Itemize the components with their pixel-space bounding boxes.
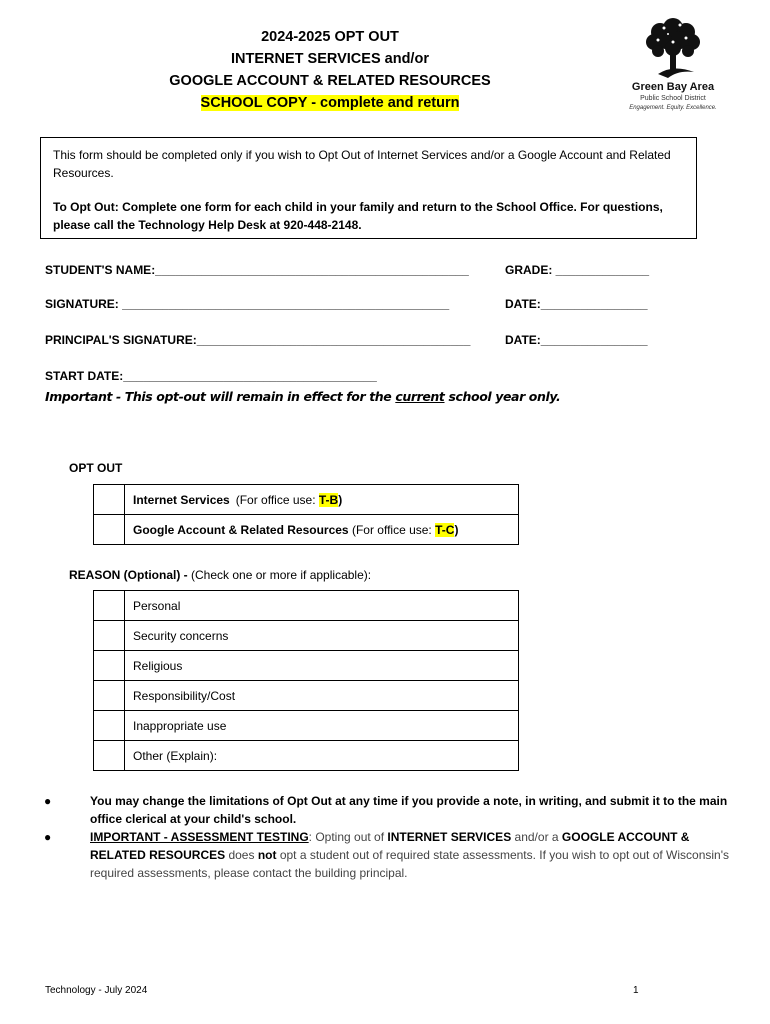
district-logo xyxy=(628,12,718,112)
opt-out-label: Google Account & Related Resources xyxy=(133,522,349,537)
opt-out-table xyxy=(93,484,519,545)
notice-opt-out-label: To Opt Out: xyxy=(53,200,119,214)
logo-tagline: Engagement. Equity. Excellence. xyxy=(629,105,717,111)
bullet-2-internet: INTERNET SERVICES xyxy=(387,830,512,844)
reason-option: Security concerns xyxy=(125,621,519,651)
notice-paragraph-1: This form should be completed only if you wish to Opt Out of Internet Services and/or a Google Account and Related Resources. xyxy=(53,148,671,180)
office-use-text: (For office use: xyxy=(235,492,319,507)
opt-out-row xyxy=(94,485,519,515)
reason-row xyxy=(94,681,519,711)
list-item xyxy=(44,792,734,828)
date-field-2[interactable]: DATE:________________ xyxy=(505,333,648,347)
office-code: T-C xyxy=(435,522,455,537)
bullet-2-text-e: does xyxy=(225,848,258,862)
title-line-2: INTERNET SERVICES and/or xyxy=(231,51,429,67)
important-prefix: Important - This opt-out will remain in effect for the xyxy=(45,389,396,404)
page-number: 1 xyxy=(633,985,639,996)
logo-name: Green Bay Area xyxy=(631,81,715,93)
important-suffix: school year only. xyxy=(444,389,561,404)
bullet-icon: ● xyxy=(44,794,52,808)
reason-checkbox[interactable] xyxy=(94,591,125,621)
bullet-2-text-c: and/or a xyxy=(511,830,562,844)
opt-out-option xyxy=(125,515,519,545)
signature-field[interactable]: SIGNATURE: _________________________________________________ xyxy=(45,297,450,311)
grade-field[interactable]: GRADE: ______________ xyxy=(505,263,650,277)
reason-hint: (Check one or more if applicable): xyxy=(191,568,372,582)
reason-row xyxy=(94,711,519,741)
bullet-2-text-a: : Opting out of xyxy=(308,830,388,844)
important-note xyxy=(45,389,560,404)
title-line-3: GOOGLE ACCOUNT & RELATED RESOURCES xyxy=(169,73,491,89)
reason-heading-label: REASON (Optional) - xyxy=(69,568,191,582)
title-line-4-school-copy: SCHOOL COPY - complete and return xyxy=(200,95,460,111)
notice-box xyxy=(40,137,697,239)
notes-list xyxy=(44,792,734,882)
opt-out-checkbox[interactable] xyxy=(94,515,125,545)
reason-row xyxy=(94,591,519,621)
bullet-2-text-g: opt a student out of required state assessments. If you wish to opt out of Wisconsin's required assessments, please contact the building principal. xyxy=(90,848,730,880)
opt-out-row xyxy=(94,515,519,545)
reason-checkbox[interactable] xyxy=(94,711,125,741)
reason-table xyxy=(93,590,519,771)
important-underlined: current xyxy=(395,389,445,404)
reason-checkbox[interactable] xyxy=(94,681,125,711)
start-date-field[interactable]: START DATE:______________________________________ xyxy=(45,369,377,383)
office-code: T-B xyxy=(318,492,339,507)
notice-opt-out-text: Complete one form for each child in your family and return to the School Office. For questions, please call the Technology Help Desk at 920-448-2148. xyxy=(53,200,663,232)
principal-signature-field[interactable]: PRINCIPAL'S SIGNATURE:_________________________________________ xyxy=(45,333,471,347)
office-use-text: (For office use: xyxy=(348,522,436,537)
office-close: ) xyxy=(454,522,459,537)
opt-out-label: Internet Services xyxy=(133,492,230,507)
reason-checkbox[interactable] xyxy=(94,741,125,771)
reason-option: Inappropriate use xyxy=(125,711,519,741)
bullet-2-google: GOOGLE ACCOUNT & RELATED RESOURCES xyxy=(90,830,690,862)
reason-option: Other (Explain): xyxy=(125,741,519,771)
bullet-icon: ● xyxy=(44,830,52,844)
notice-paragraph-2 xyxy=(53,198,684,234)
opt-out-checkbox[interactable] xyxy=(94,485,125,515)
bullet-2-not: not xyxy=(257,848,277,862)
title-line-1: 2024-2025 OPT OUT xyxy=(261,29,399,45)
tree-icon xyxy=(628,12,718,84)
date-field-1[interactable]: DATE:________________ xyxy=(505,297,648,311)
reason-option: Religious xyxy=(125,651,519,681)
reason-row xyxy=(94,621,519,651)
bullet-1-text: You may change the limitations of Opt Out at any time if you provide a note, in writing, and submit it to the main office clerical at your child's school. xyxy=(90,794,728,826)
assessment-testing-label: IMPORTANT - ASSESSMENT TESTING xyxy=(90,830,309,844)
office-close: ) xyxy=(338,492,343,507)
reason-row xyxy=(94,741,519,771)
list-item xyxy=(44,828,734,882)
reason-option: Personal xyxy=(125,591,519,621)
form-title xyxy=(160,26,500,114)
reason-checkbox[interactable] xyxy=(94,621,125,651)
reason-option: Responsibility/Cost xyxy=(125,681,519,711)
reason-heading xyxy=(69,568,371,582)
student-name-field[interactable]: STUDENT'S NAME:_______________________________________________ xyxy=(45,263,469,277)
opt-out-option xyxy=(125,485,519,515)
logo-sub: Public School District xyxy=(640,95,706,102)
reason-checkbox[interactable] xyxy=(94,651,125,681)
opt-out-heading: OPT OUT xyxy=(69,461,123,475)
footer-left: Technology - July 2024 xyxy=(45,985,148,996)
reason-row xyxy=(94,651,519,681)
